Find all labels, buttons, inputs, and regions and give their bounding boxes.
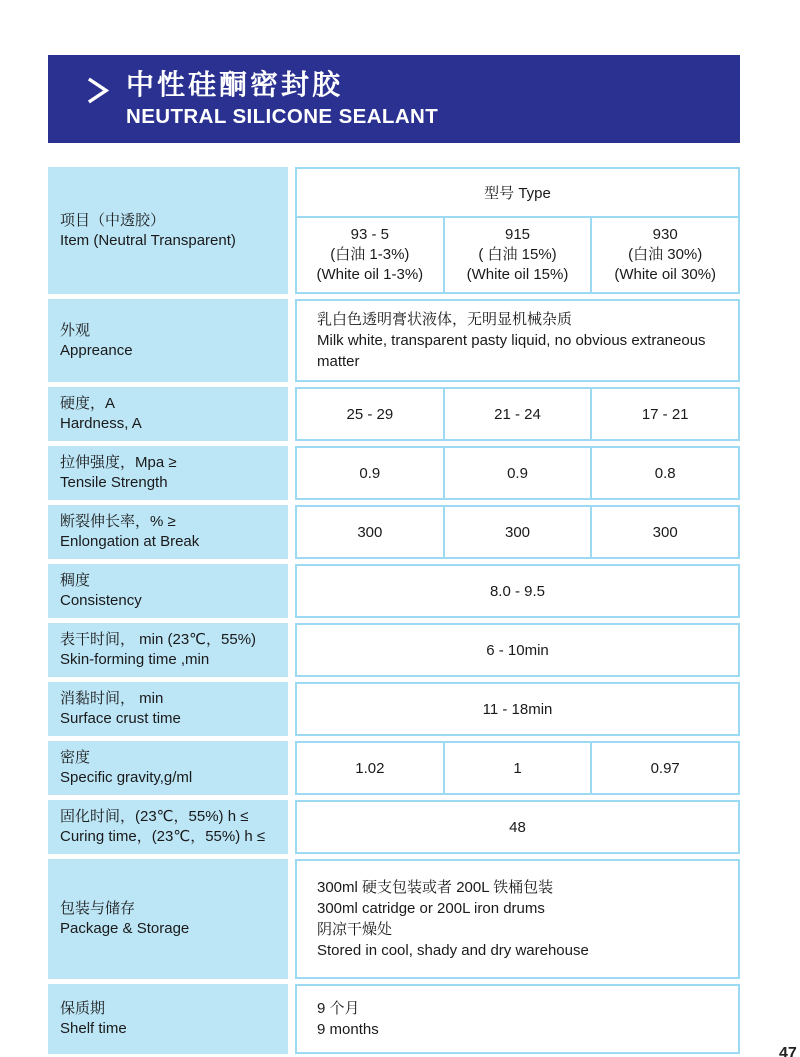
value-cell-span [295, 984, 740, 1054]
row-label_zh: 保质期 [60, 1000, 106, 1017]
row-label_zh: 外观 [60, 321, 91, 339]
model-header-cell [443, 218, 591, 292]
value-line: 阴凉干燥处 [317, 921, 393, 938]
item-header-cell [48, 167, 288, 294]
row-values [295, 859, 740, 979]
page-number: 47 [779, 1045, 797, 1057]
value-cell: 300 [295, 505, 445, 559]
value-line: 乳白色透明膏状液体，无明显机械杂质 [317, 311, 573, 328]
value-cell: 21 - 24 [445, 387, 593, 441]
row-values [295, 623, 740, 677]
row-label_en: Package & Storage [60, 920, 190, 937]
row-label_en: Surface crust time [60, 710, 181, 727]
item-label-en: Item (Neutral Transparent) [60, 231, 236, 249]
row-label [48, 623, 288, 677]
row-label [48, 564, 288, 618]
value-line: 48 [509, 818, 526, 836]
page-title-zh: 中性硅酮密封胶 [126, 69, 344, 100]
row-values [295, 446, 740, 500]
value-line: 9 个月 [317, 1000, 360, 1017]
value-line: 300ml 硬支包装或者 200L 铁桶包装 [317, 879, 554, 896]
value-line: 9 months [317, 1021, 379, 1038]
table-row [48, 859, 740, 979]
row-values [295, 505, 740, 559]
model-oil_en: (White oil 30%) [614, 266, 717, 283]
value-cell-span [295, 299, 740, 382]
table-row [48, 682, 740, 736]
row-label [48, 859, 288, 979]
row-label_zh: 硬度，A [60, 395, 116, 412]
value-cell: 300 [592, 505, 740, 559]
table-row [48, 505, 740, 559]
model-header-cell [297, 218, 443, 292]
value-line: Milk white, transparent pasty liquid, no obvious extraneous matter [317, 332, 706, 370]
type-header-cell: 型号 Type [297, 169, 738, 218]
row-label_en: Tensile Strength [60, 474, 168, 491]
row-label [48, 984, 288, 1054]
value-cell-span [295, 623, 740, 677]
row-label_en: Consistency [60, 592, 142, 609]
row-label_zh: 断裂伸长率，% ≥ [60, 513, 176, 530]
type-header-area [295, 167, 740, 294]
row-label_zh: 消黏时间， min [60, 690, 164, 707]
row-values [295, 984, 740, 1054]
row-label_en: Enlongation at Break [60, 533, 200, 550]
header-bar [48, 55, 740, 143]
model-name: 915 [504, 226, 531, 243]
value-cell-span [295, 682, 740, 736]
row-values [295, 564, 740, 618]
table-row [48, 387, 740, 441]
value-cell: 0.8 [592, 446, 740, 500]
value-line: 300ml catridge or 200L iron drums [317, 900, 545, 917]
row-label_en: Skin-forming time ,min [60, 651, 210, 668]
row-label_zh: 包装与储存 [60, 900, 136, 917]
value-line: 8.0 - 9.5 [489, 582, 546, 600]
table-row [48, 299, 740, 382]
model-oil_zh: (白油 30%) [628, 246, 703, 263]
table-row [48, 623, 740, 677]
model-oil_en: (White oil 15%) [466, 266, 569, 283]
row-label [48, 682, 288, 736]
row-values [295, 682, 740, 736]
chevron-right-icon [86, 77, 109, 104]
row-label [48, 505, 288, 559]
model-oil_zh: (白油 1-3%) [330, 246, 410, 263]
row-label_zh: 稠度 [60, 572, 91, 589]
row-values [295, 299, 740, 382]
table-body [48, 299, 740, 1054]
value-cell: 1.02 [295, 741, 445, 795]
table-row [48, 564, 740, 618]
model-oil_zh: ( 白油 15%) [478, 246, 557, 263]
value-cell: 300 [445, 505, 593, 559]
value-line: 11 - 18min [482, 700, 553, 718]
table-row [48, 984, 740, 1054]
row-label_en: Shelf time [60, 1020, 127, 1037]
row-values [295, 800, 740, 854]
row-label_zh: 密度 [60, 749, 91, 766]
row-label [48, 446, 288, 500]
row-label [48, 299, 288, 382]
value-cell: 0.9 [295, 446, 445, 500]
page-title-en: NEUTRAL SILICONE SEALANT [126, 105, 439, 128]
value-cell-span [295, 564, 740, 618]
model-header-cell [590, 218, 738, 292]
spec-table [48, 167, 740, 1057]
table-row [48, 446, 740, 500]
value-line: 6 - 10min [486, 641, 549, 659]
value-cell-span [295, 859, 740, 979]
row-label [48, 387, 288, 441]
item-label-zh: 项目（中透胶） [60, 211, 166, 229]
header-titles [126, 69, 438, 129]
table-row [48, 800, 740, 854]
row-label_zh: 拉伸强度，Mpa ≥ [60, 454, 177, 471]
row-label [48, 741, 288, 795]
row-label_zh: 表干时间， min (23℃，55%) [60, 631, 257, 648]
row-label_en: Appreance [60, 341, 133, 359]
model-header-cells [297, 218, 738, 292]
value-cell: 0.97 [592, 741, 740, 795]
row-label [48, 800, 288, 854]
model-oil_en: (White oil 1-3%) [316, 266, 424, 283]
table-row [48, 741, 740, 795]
value-cell: 17 - 21 [592, 387, 740, 441]
value-cell: 1 [445, 741, 593, 795]
value-cell: 25 - 29 [295, 387, 445, 441]
row-values [295, 387, 740, 441]
row-label_en: Hardness, A [60, 415, 142, 432]
row-values [295, 741, 740, 795]
value-cell: 0.9 [445, 446, 593, 500]
table-header-row [48, 167, 740, 294]
row-label_zh: 固化时间，(23℃，55%) h ≤ [60, 808, 249, 825]
value-line: Stored in cool, shady and dry warehouse [317, 942, 589, 959]
row-label_en: Curing time，(23℃，55%) h ≤ [60, 828, 266, 845]
value-cell-span [295, 800, 740, 854]
model-name: 930 [652, 226, 678, 243]
row-label_en: Specific gravity,g/ml [60, 769, 193, 786]
model-name: 93 - 5 [350, 226, 390, 243]
